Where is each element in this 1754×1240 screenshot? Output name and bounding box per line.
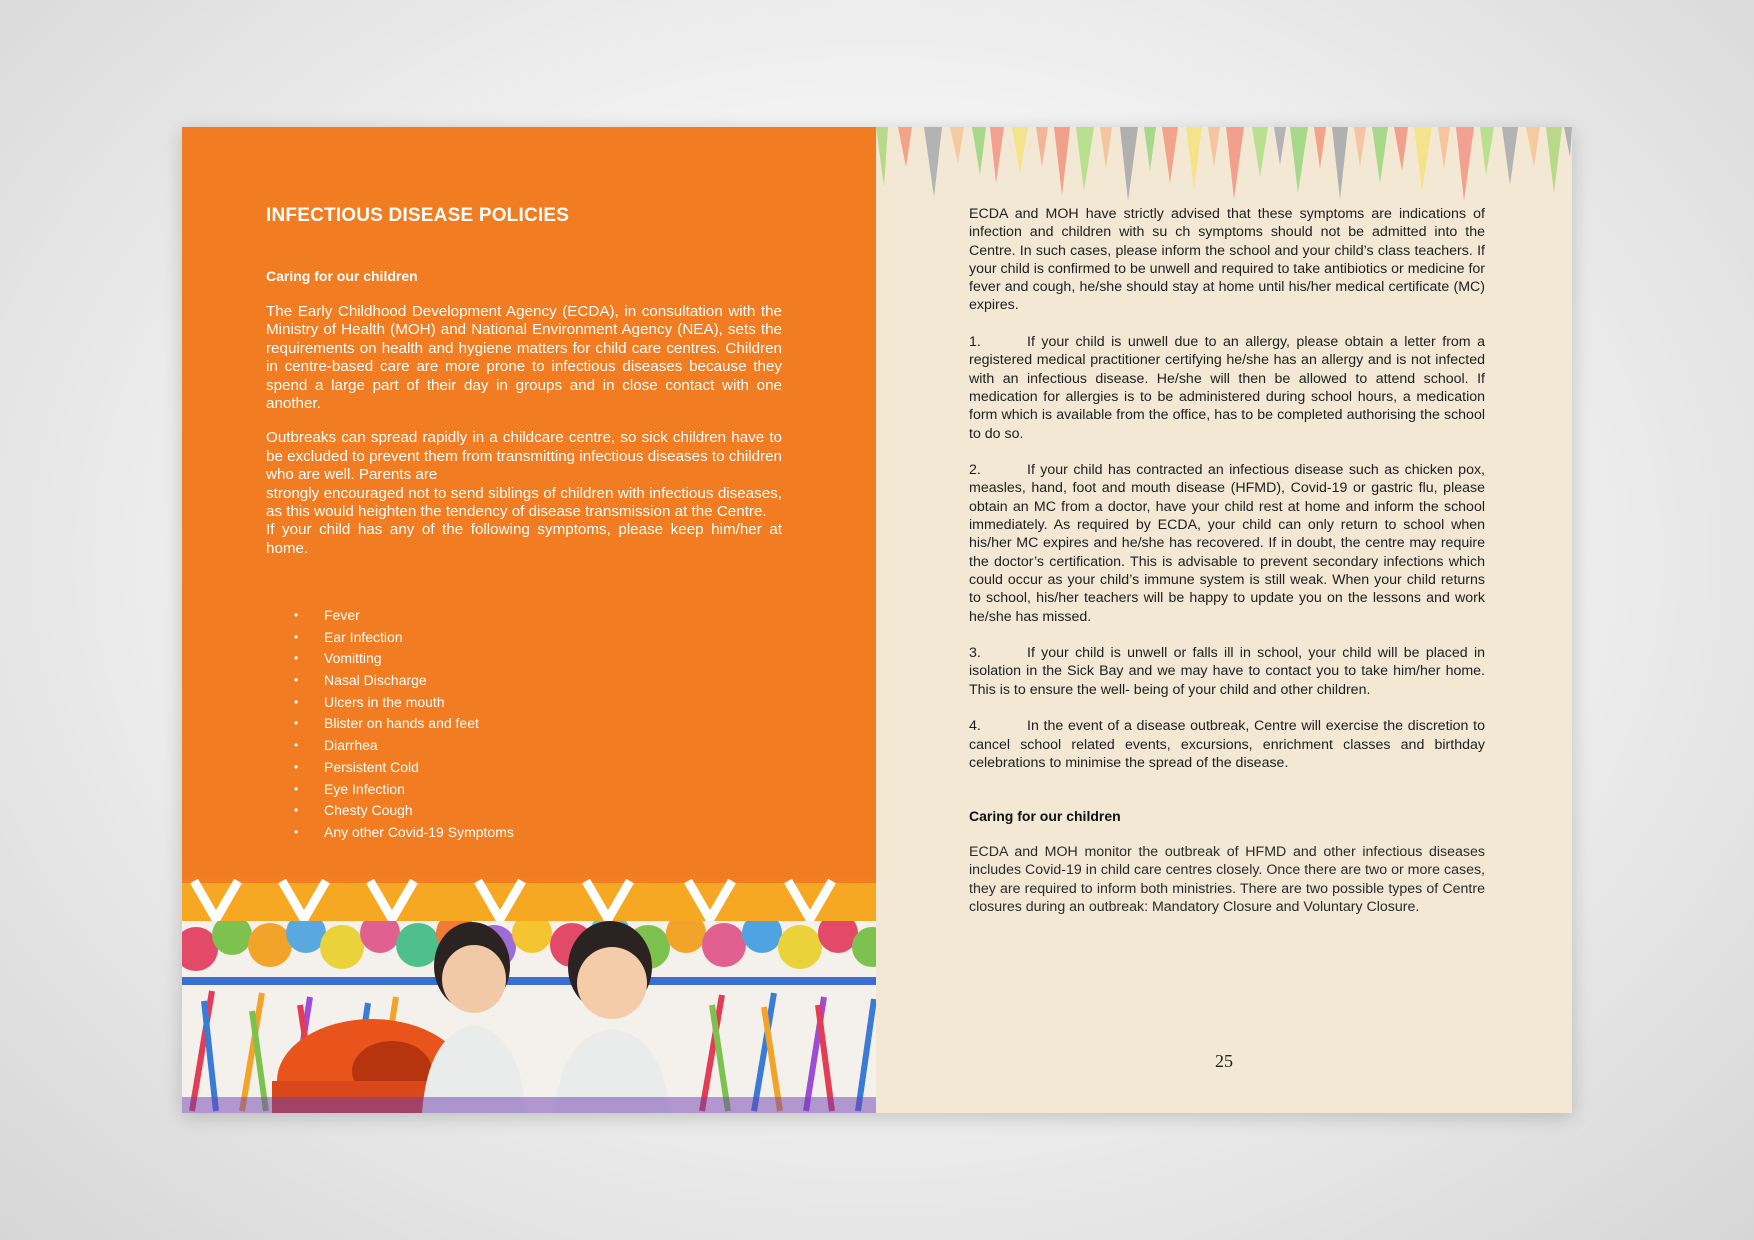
bunting-decoration xyxy=(876,127,1572,207)
intro-paragraph: ECDA and MOH have strictly advised that these symptoms are indications of infection and children with su ch symptoms should not be admitted into the Centre. In such cases, please inform the school and your child’s class teachers. If your child is confirmed to be unwell and required to take antibiotics or medicine for fever and cough, he/she should stay at home until his/her medical certificate (MC) expires. xyxy=(969,206,1485,314)
list-item: • Nasal Discharge xyxy=(294,670,514,692)
closing-paragraph: ECDA and MOH monitor the outbreak of HFMD and other infectious diseases includes Covid-19 in child care centres closely. Once there are two or more cases, they are required to inform both ministries. There are two possible types of Centre closures during an outbreak: Mandatory Closure and Voluntary Closure. xyxy=(969,844,1485,915)
list-item: • Ear Infection xyxy=(294,627,514,649)
paragraph-ecda-intro: The Early Childhood Development Agency (ECDA), in consultation with the Ministry of Health (MOH) and National Environment Agency (NEA), sets the requirements on health and hygiene matters for child care centres. Children in centre-based care are more prone to infectious diseases because they spend a large part of their day in groups and in close contact with one another. xyxy=(266,303,782,413)
page-title: INFECTIOUS DISEASE POLICIES xyxy=(266,205,570,226)
symptoms-list xyxy=(294,605,514,844)
policy-text xyxy=(969,205,1485,791)
list-item: • Vomitting xyxy=(294,648,514,670)
list-item: • Blister on hands and feet xyxy=(294,713,514,735)
item-number: 1. xyxy=(969,334,981,351)
item-number: 4. xyxy=(969,718,981,735)
item-text: If your child is unwell due to an allergy, please obtain a letter from a registered medical practitioner certifying he/she has an allergy and is not infected with an infectious disease. He/she will then be allowed to attend school. If medication for allergies is to be administered during school hours, a medication form which is available from the office, has to be completed authorising the school to do so. xyxy=(969,334,1485,442)
item-text: In the event of a disease outbreak, Centre will exercise the discretion to cancel school related events, excursions, enrichment classes and birthday celebrations to minimise the spread of the disease. xyxy=(969,718,1485,771)
page-number: 25 xyxy=(1215,1051,1233,1071)
list-item: • Any other Covid-19 Symptoms xyxy=(294,822,514,844)
list-item: • Eye Infection xyxy=(294,779,514,801)
item-number: 3. xyxy=(969,645,981,662)
policy-item-4 xyxy=(969,717,1485,772)
policy-item-3 xyxy=(969,644,1485,699)
booklet-spread xyxy=(182,127,1572,1113)
paragraph-symptoms-intro: If your child has any of the following symptoms, please keep him/her at home. xyxy=(266,521,782,557)
zigzag-border xyxy=(182,879,876,923)
left-page xyxy=(182,127,876,1113)
list-item: • Chesty Cough xyxy=(294,800,514,822)
children-classroom-photo xyxy=(182,921,876,1113)
intro-text xyxy=(266,303,782,558)
policy-item-1 xyxy=(969,333,1485,443)
list-item: • Persistent Cold xyxy=(294,757,514,779)
section-subtitle: Caring for our children xyxy=(266,268,418,284)
section-subtitle: Caring for our children xyxy=(969,808,1121,824)
right-page xyxy=(876,127,1572,1113)
list-item: • Diarrhea xyxy=(294,735,514,757)
policy-item-2 xyxy=(969,461,1485,626)
paragraph-outbreaks: Outbreaks can spread rapidly in a childcare centre, so sick children have to be excluded to prevent them from transmitting infectious diseases to children who are well. Parents are xyxy=(266,429,782,484)
item-text: If your child has contracted an infectious disease such as chicken pox, measles, hand, foot and mouth disease (HFMD), Covid-19 or gastric flu, please obtain an MC from a doctor, have your child rest at home and inform the school immediately. As required by ECDA, your child can only return to school when his/her MC expires and he/she has recovered. If in doubt, the centre may require the doctor’s certification. This is advisable to prevent secondary infections which could occur as your child’s immune system is still weak. When your child returns to school, his/her teachers will be happy to update you on the lessons and work he/she has missed. xyxy=(969,462,1485,625)
paragraph-siblings: strongly encouraged not to send siblings of children with infectious diseases, as this would heighten the tendency of disease transmission at the Centre. xyxy=(266,484,782,521)
item-text: If your child is unwell or falls ill in school, your child will be placed in isolation in the Sick Bay and we may have to contact you to take him/her home. This is to ensure the well- being of your child and other children. xyxy=(969,645,1485,698)
item-number: 2. xyxy=(969,462,981,479)
list-item: • Ulcers in the mouth xyxy=(294,692,514,714)
list-item: • Fever xyxy=(294,605,514,627)
